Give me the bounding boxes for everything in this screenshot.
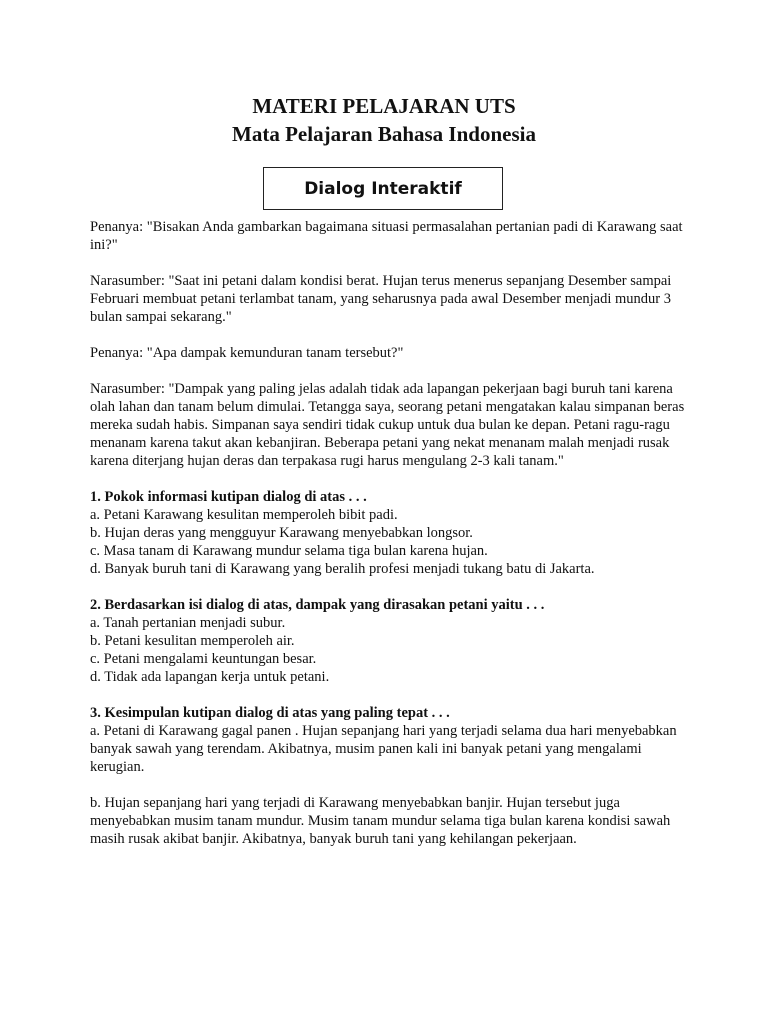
document-title: MATERI PELAJARAN UTS bbox=[252, 94, 516, 118]
question-option: a. Petani di Karawang gagal panen . Hujan sepanjang hari yang terjadi selama dua hari menyebabkan banyak sawah yang terendam. Akibatnya, musim panen kali ini banyak petani yang mengalami kerugian. bbox=[90, 723, 677, 775]
dialog-heading-label: Dialog Interaktif bbox=[304, 178, 462, 199]
question-1 bbox=[90, 488, 690, 578]
dialog-paragraph: Narasumber: "Saat ini petani dalam kondisi berat. Hujan terus menerus sepanjang Desember sampai Februari membuat petani terlambat tanam, yang seharusnya pada awal Desember menjadi mundur 3 bulan sampai sekarang." bbox=[90, 273, 672, 325]
question-option: c. Petani mengalami keuntungan besar. bbox=[90, 651, 317, 667]
question-option: b. Hujan deras yang mengguyur Karawang menyebabkan longsor. bbox=[90, 525, 473, 541]
title-block bbox=[0, 92, 768, 148]
document-content bbox=[90, 218, 690, 866]
document-subtitle: Mata Pelajaran Bahasa Indonesia bbox=[232, 122, 536, 146]
question-title: 1. Pokok informasi kutipan dialog di atas . . . bbox=[90, 489, 367, 505]
question-option: d. Tidak ada lapangan kerja untuk petani. bbox=[90, 669, 330, 685]
dialog-paragraph: Penanya: "Apa dampak kemunduran tanam tersebut?" bbox=[90, 345, 404, 361]
dialog-paragraph: Narasumber: "Dampak yang paling jelas adalah tidak ada lapangan pekerjaan bagi buruh tani karena olah lahan dan tanam belum dimulai. Tetangga saya, seorang petani mengatakan kalau simpanan beras mereka sudah habis. Simpanan saya sendiri tidak cukup untuk dua bulan ke depan. Petani ragu-ragu menanam karena takut akan kebanjiran. Beberapa petani yang nekat menanam malah menjadi rusak karena diterjang hujan deras dan terpakasa rugi harus mengulang 2-3 kali tanam." bbox=[90, 381, 685, 469]
question-title: 3. Kesimpulan kutipan dialog di atas yang paling tepat . . . bbox=[90, 705, 450, 721]
question-2 bbox=[90, 596, 690, 686]
dialog-paragraph: Penanya: "Bisakan Anda gambarkan bagaimana situasi permasalahan pertanian padi di Karawang saat ini?" bbox=[90, 219, 683, 253]
question-option: a. Petani Karawang kesulitan memperoleh bibit padi. bbox=[90, 507, 398, 523]
question-option: a. Tanah pertanian menjadi subur. bbox=[90, 615, 286, 631]
question-option: d. Banyak buruh tani di Karawang yang beralih profesi menjadi tukang batu di Jakarta. bbox=[90, 561, 595, 577]
question-3 bbox=[90, 704, 690, 848]
question-title: 2. Berdasarkan isi dialog di atas, dampak yang dirasakan petani yaitu . . . bbox=[90, 597, 545, 613]
question-option: c. Masa tanam di Karawang mundur selama tiga bulan karena hujan. bbox=[90, 543, 488, 559]
question-option: b. Petani kesulitan memperoleh air. bbox=[90, 633, 295, 649]
dialog-heading-box bbox=[263, 167, 503, 210]
question-option: b. Hujan sepanjang hari yang terjadi di Karawang menyebabkan banjir. Hujan tersebut juga menyebabkan musim tanam mundur. Musim tanam mundur selama tiga bulan karena kondisi sawah masih rusak akibat banjir. Akibatnya, banyak buruh tani yang kehilangan pekerjaan. bbox=[90, 795, 671, 847]
